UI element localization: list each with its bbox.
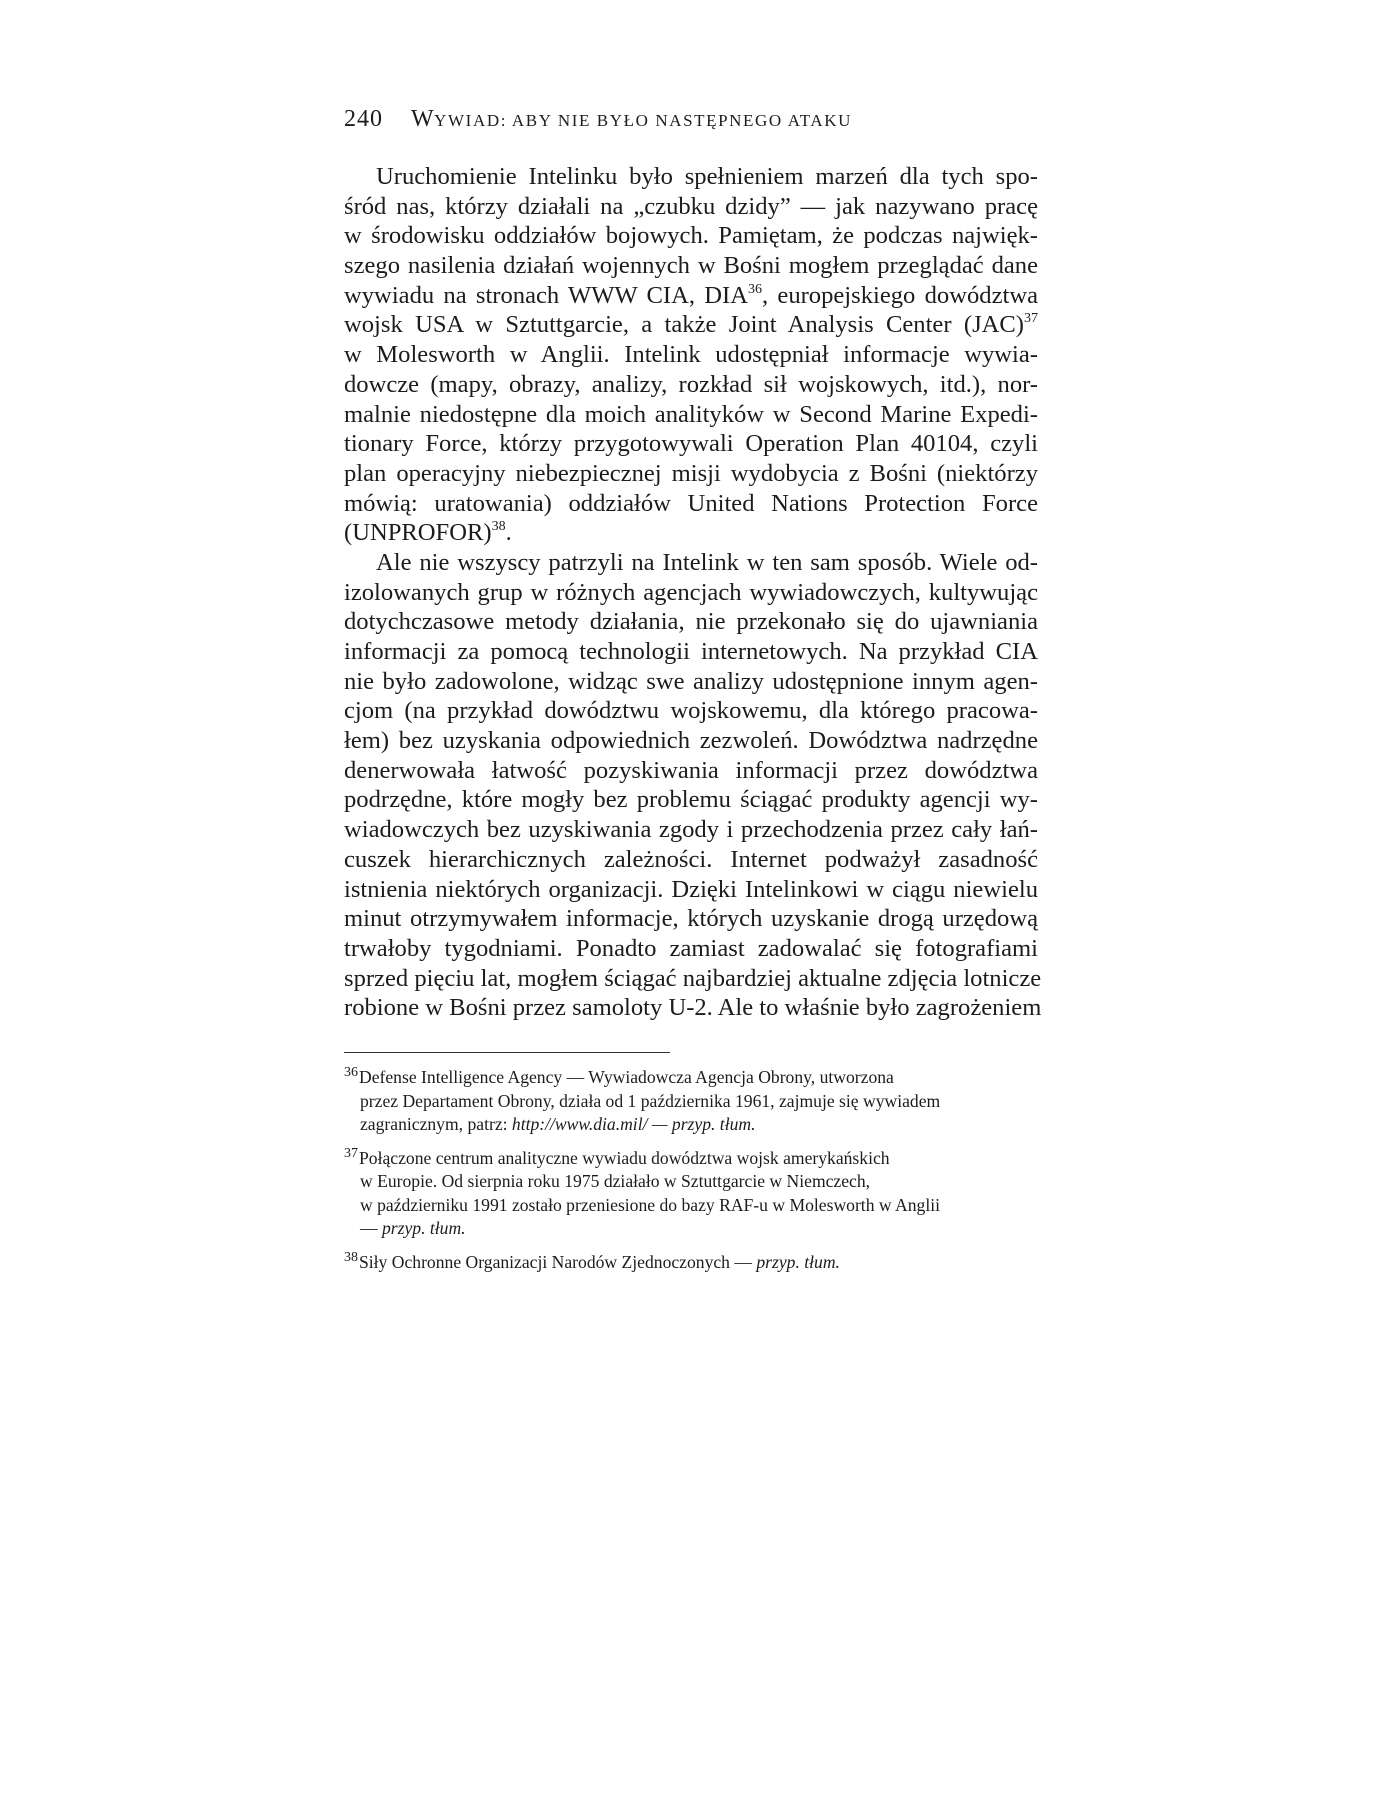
body-line [344, 310, 1038, 340]
footnote-line [344, 1194, 1044, 1218]
body-line: cuszek hierarchicznych zależności. Internet podważył zasadność [344, 845, 1038, 873]
footnote-text: zagranicznym, patrz: [360, 1114, 512, 1134]
footnote-line [344, 1251, 1044, 1275]
footnote-ref: 36 [747, 281, 762, 297]
body-line: śród nas, którzy działali na „czubku dzidy” — jak nazywano pracę [344, 192, 1038, 220]
body-line: dotychczasowe metody działania, nie przekonało się do ujawniania [344, 608, 1038, 636]
running-head [344, 106, 852, 133]
body-line: wiadowczych bez uzyskiwania zgody i przechodzenia przez cały łań- [344, 816, 1038, 844]
footnote-text: przez Departament Obrony, działa od 1 października 1961, zajmuje się wywiadem [360, 1090, 941, 1111]
footnote-text: w Europie. Od sierpnia roku 1975 działało w Sztuttgarcie w Niemczech, [360, 1171, 871, 1191]
footnote-line [344, 1113, 1044, 1137]
body-line [344, 518, 1038, 548]
body-line: istnienia niektórych organizacji. Dzięki Intelinkowi w ciągu niewielu [344, 875, 1038, 903]
body-line: cjom (na przykład dowództwu wojskowemu, dla którego pracowa- [344, 697, 1038, 725]
footnote-number: 36 [344, 1065, 358, 1080]
footnote-line [344, 1170, 1044, 1194]
line-text: . [505, 519, 512, 547]
footnote-italic: http://www.dia.mil/ — przyp. tłum. [511, 1114, 756, 1134]
footnote [344, 1251, 1044, 1275]
running-title: YWIAD: ABY NIE BYŁO NASTĘPNEGO ATAKU [434, 111, 852, 130]
footnote-line [344, 1147, 1044, 1171]
body-line: informacji za pomocą technologii internetowych. Na przykład CIA [344, 638, 1038, 665]
footnote-text: Siły Ochronne Organizacji Narodów Zjednoczonych — [359, 1251, 757, 1272]
line-text: wojsk USA w Sztuttgarcie, a także Joint Analysis Center (JAC) [344, 311, 1024, 339]
body-line: mówią: uratowania) oddziałów United Nations Protection Force [344, 489, 1038, 517]
body-text [344, 162, 1042, 1023]
body-line: denerwowała łatwość pozyskiwania informacji przez dowództwa [344, 756, 1038, 784]
body-line: łem) bez uzyskania odpowiednich zezwoleń. Dowództwa nadrzędne [344, 727, 1038, 755]
body-line: Uruchomienie Intelinku było spełnieniem marzeń dla tych spo- [376, 163, 1038, 190]
body-line: robione w Bośni przez samoloty U-2. Ale to właśnie było zagrożeniem [344, 994, 1042, 1022]
line-text: , europejskiego dowództwa [761, 281, 1038, 309]
body-line: w środowisku oddziałów bojowych. Pamiętam, że podczas najwięk- [344, 222, 1038, 250]
page-number: 240 [344, 106, 383, 132]
footnote-line [344, 1090, 1044, 1114]
footnote-text: Defense Intelligence Agency — Wywiadowcza Agencja Obrony, utworzona [359, 1067, 894, 1087]
line-text: (UNPROFOR) [344, 519, 492, 547]
footnote [344, 1147, 1044, 1241]
footnote-ref: 38 [491, 519, 506, 535]
running-title-initial: W [411, 106, 435, 132]
footnotes [344, 1066, 1044, 1284]
footnote-text: w październiku 1991 zostało przeniesione do bazy RAF-u w Molesworth w Anglii [360, 1194, 940, 1215]
line-text: wywiadu na stronach WWW CIA, DIA [344, 281, 748, 309]
footnote-line [344, 1066, 1044, 1090]
footnote-italic: przyp. tłum. [756, 1251, 840, 1272]
footnote-text: — [360, 1218, 382, 1238]
body-line: dowcze (mapy, obrazy, analizy, rozkład sił wojskowych, itd.), nor- [344, 370, 1038, 398]
body-line: podrzędne, które mogły bez problemu ściągać produkty agencji wy- [344, 786, 1038, 814]
body-line: szego nasilenia działań wojennych w Bośni mogłem przeglądać dane [344, 252, 1038, 280]
body-line [344, 281, 1038, 311]
footnote-text: Połączone centrum analityczne wywiadu dowództwa wojsk amerykańskich [359, 1147, 890, 1168]
body-line: sprzed pięciu lat, mogłem ściągać najbardziej aktualne zdjęcia lotnicze [344, 964, 1042, 992]
footnote-ref: 37 [1024, 311, 1038, 327]
footnote [344, 1066, 1044, 1137]
body-line: malnie niedostępne dla moich analityków w Second Marine Expedi- [344, 400, 1038, 428]
footnote-italic: przyp. tłum. [382, 1218, 466, 1238]
footnote-number: 37 [344, 1145, 358, 1161]
body-line: Ale nie wszyscy patrzyli na Intelink w ten sam sposób. Wiele od- [376, 548, 1038, 576]
footnote-rule [344, 1052, 670, 1053]
body-line: tionary Force, którzy przygotowywali Operation Plan 40104, czyli [344, 430, 1038, 458]
body-line: izolowanych grup w różnych agencjach wywiadowczych, kultywując [344, 578, 1038, 606]
body-line: plan operacyjny niebezpiecznej misji wydobycia z Bośni (niektórzy [344, 459, 1038, 487]
footnote-line [344, 1217, 1044, 1241]
body-line: nie było zadowolone, widząc swe analizy udostępnione innym agen- [344, 667, 1038, 695]
body-line: w Molesworth w Anglii. Intelink udostępniał informacje wywia- [344, 341, 1038, 369]
footnote-number: 38 [344, 1249, 358, 1265]
body-line: trwałoby tygodniami. Ponadto zamiast zadowalać się fotografiami [344, 934, 1038, 962]
body-line: minut otrzymywałem informacje, których uzyskanie drogą urzędową [344, 905, 1038, 933]
